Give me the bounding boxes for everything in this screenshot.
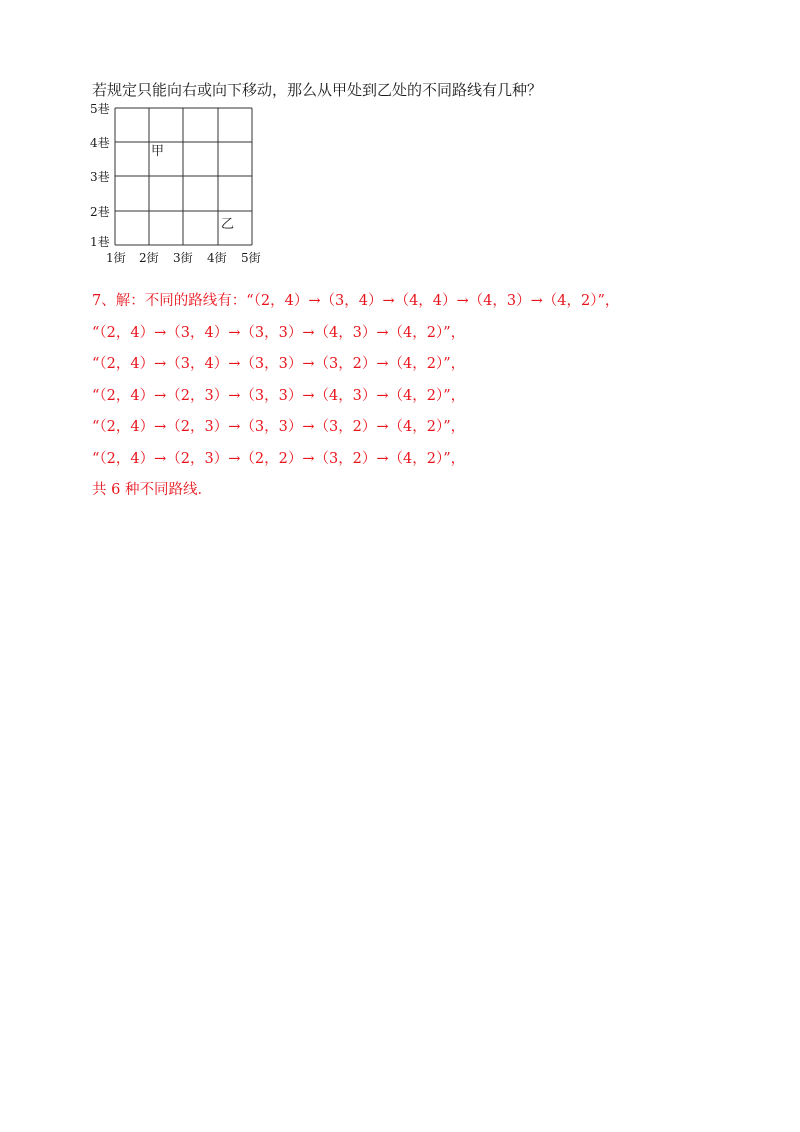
answer-summary: 共 6 种不同路线． [92,482,212,498]
answer-block [92,286,619,507]
question-text: 若规定只能向右或向下移动，那么从甲处到乙处的不同路线有几种？ [92,81,543,99]
street-grid-figure [90,102,270,270]
street-label-4: 4街 [207,251,227,265]
street-label-1: 1街 [106,251,126,265]
lane-label-1: 1巷 [90,235,110,249]
street-label-3: 3街 [173,251,193,265]
street-label-2: 2街 [139,251,159,265]
street-label-5: 5街 [241,251,261,265]
lane-label-3: 3巷 [90,170,110,184]
answer-line-2: “（2，4）→（3，4）→（3，3）→（4，3）→（4，2）”， [92,324,466,341]
end-label-yi: 乙 [221,217,235,232]
lane-label-4: 4巷 [90,136,110,150]
answer-line-3: “（2，4）→（3，4）→（3，3）→（3，2）→（4，2）”， [92,356,466,372]
street-grid-svg [90,102,270,270]
answer-line-1: 7、解：不同的路线有：“（2，4）→（3，4）→（4，4）→（4，3）→（4，2）”， [92,293,620,309]
lane-label-5: 5巷 [90,102,110,116]
start-label-jia: 甲 [151,144,165,159]
answer-line-4: “（2，4）→（2，3）→（3，3）→（4，3）→（4，2）”， [92,387,466,404]
lane-label-2: 2巷 [90,205,110,219]
answer-line-6: “（2，4）→（2，3）→（2，2）→（3，2）→（4，2）”， [92,450,466,467]
answer-line-5: “（2，4）→（2，3）→（3，3）→（3，2）→（4，2）”， [92,419,466,435]
